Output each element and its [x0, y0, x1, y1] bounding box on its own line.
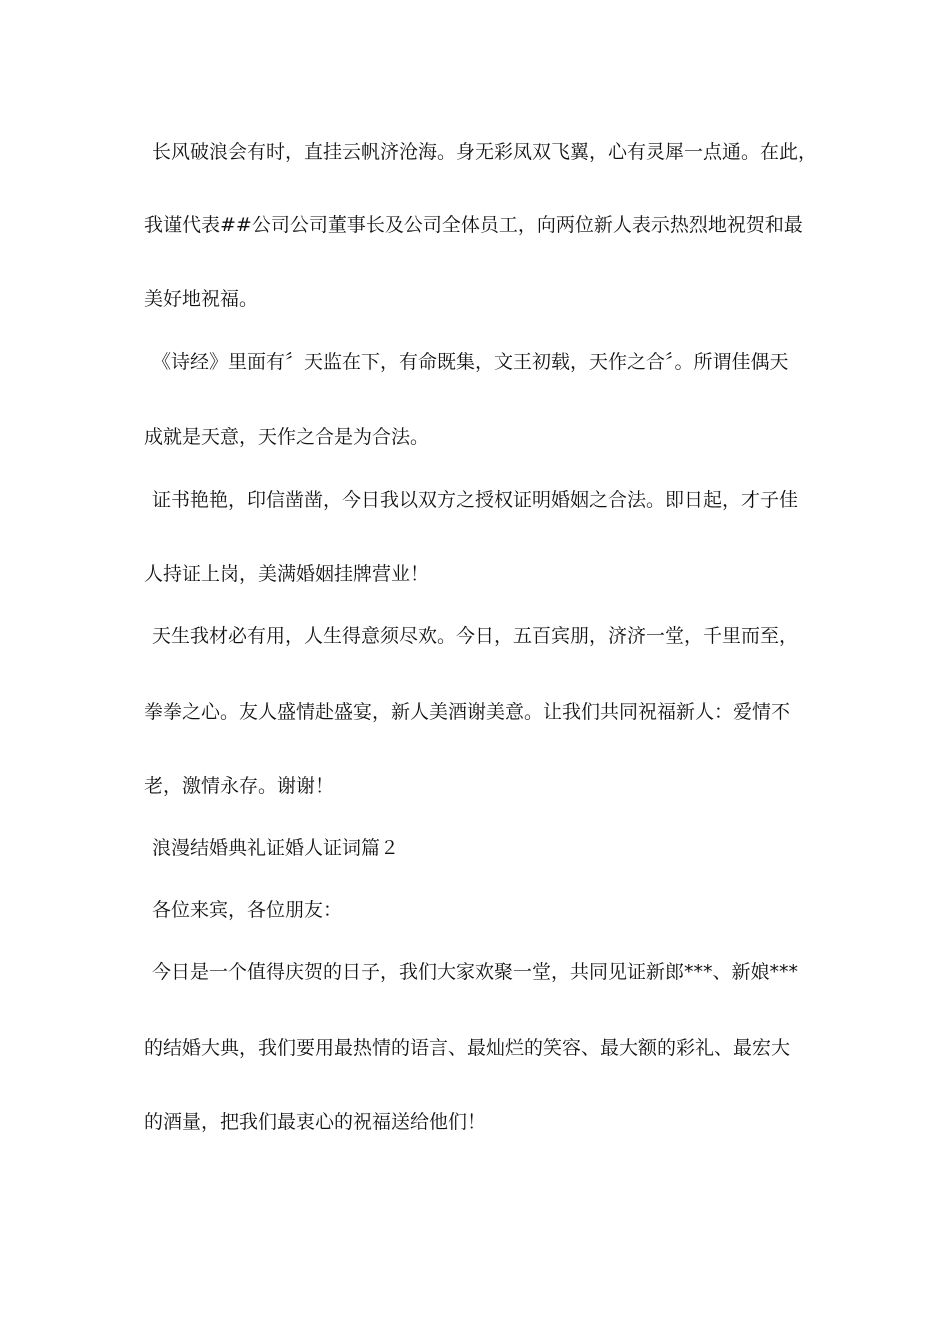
paragraph-4-line-1: 天生我材必有用，人生得意须尽欢。今日，五百宾朋，济济一堂，千里而至，: [152, 625, 799, 647]
paragraph-3-line-2: 人持证上岗，美满婚姻挂牌营业！: [144, 563, 430, 585]
paragraph-3-line-1: 证书艳艳，印信凿凿，今日我以双方之授权证明婚姻之合法。即日起，才子佳: [152, 489, 799, 511]
paragraph-1-line-1: 长风破浪会有时，直挂云帆济沧海。身无彩凤双飞翼，心有灵犀一点通。在此，: [152, 141, 818, 163]
paragraph-4-line-2: 拳拳之心。友人盛情赴盛宴，新人美酒谢美意。让我们共同祝福新人：爱情不: [144, 701, 791, 723]
paragraph-5-line-1: 今日是一个值得庆贺的日子，我们大家欢聚一堂，共同见证新郎***、新娘***: [152, 961, 799, 983]
paragraph-2-line-1: 《诗经》里面有〞天监在下，有命既集，文王初载，天作之合〞。所谓佳偶天: [152, 351, 789, 373]
salutation: 各位来宾，各位朋友：: [152, 899, 343, 921]
paragraph-5-line-2: 的结婚大典，我们要用最热情的语言、最灿烂的笑容、最大额的彩礼、最宏大: [144, 1037, 791, 1059]
paragraph-4-line-3: 老，激情永存。谢谢！: [144, 775, 335, 797]
paragraph-2-line-2: 成就是天意，天作之合是为合法。: [144, 426, 430, 448]
paragraph-1-line-3: 美好地祝福。: [144, 288, 259, 310]
paragraph-5-line-3: 的酒量，把我们最衷心的祝福送给他们！: [144, 1111, 487, 1133]
section-heading: 浪漫结婚典礼证婚人证词篇２: [152, 837, 400, 859]
paragraph-1-line-2: 我谨代表##公司公司董事长及公司全体员工，向两位新人表示热烈地祝贺和最: [144, 214, 803, 236]
